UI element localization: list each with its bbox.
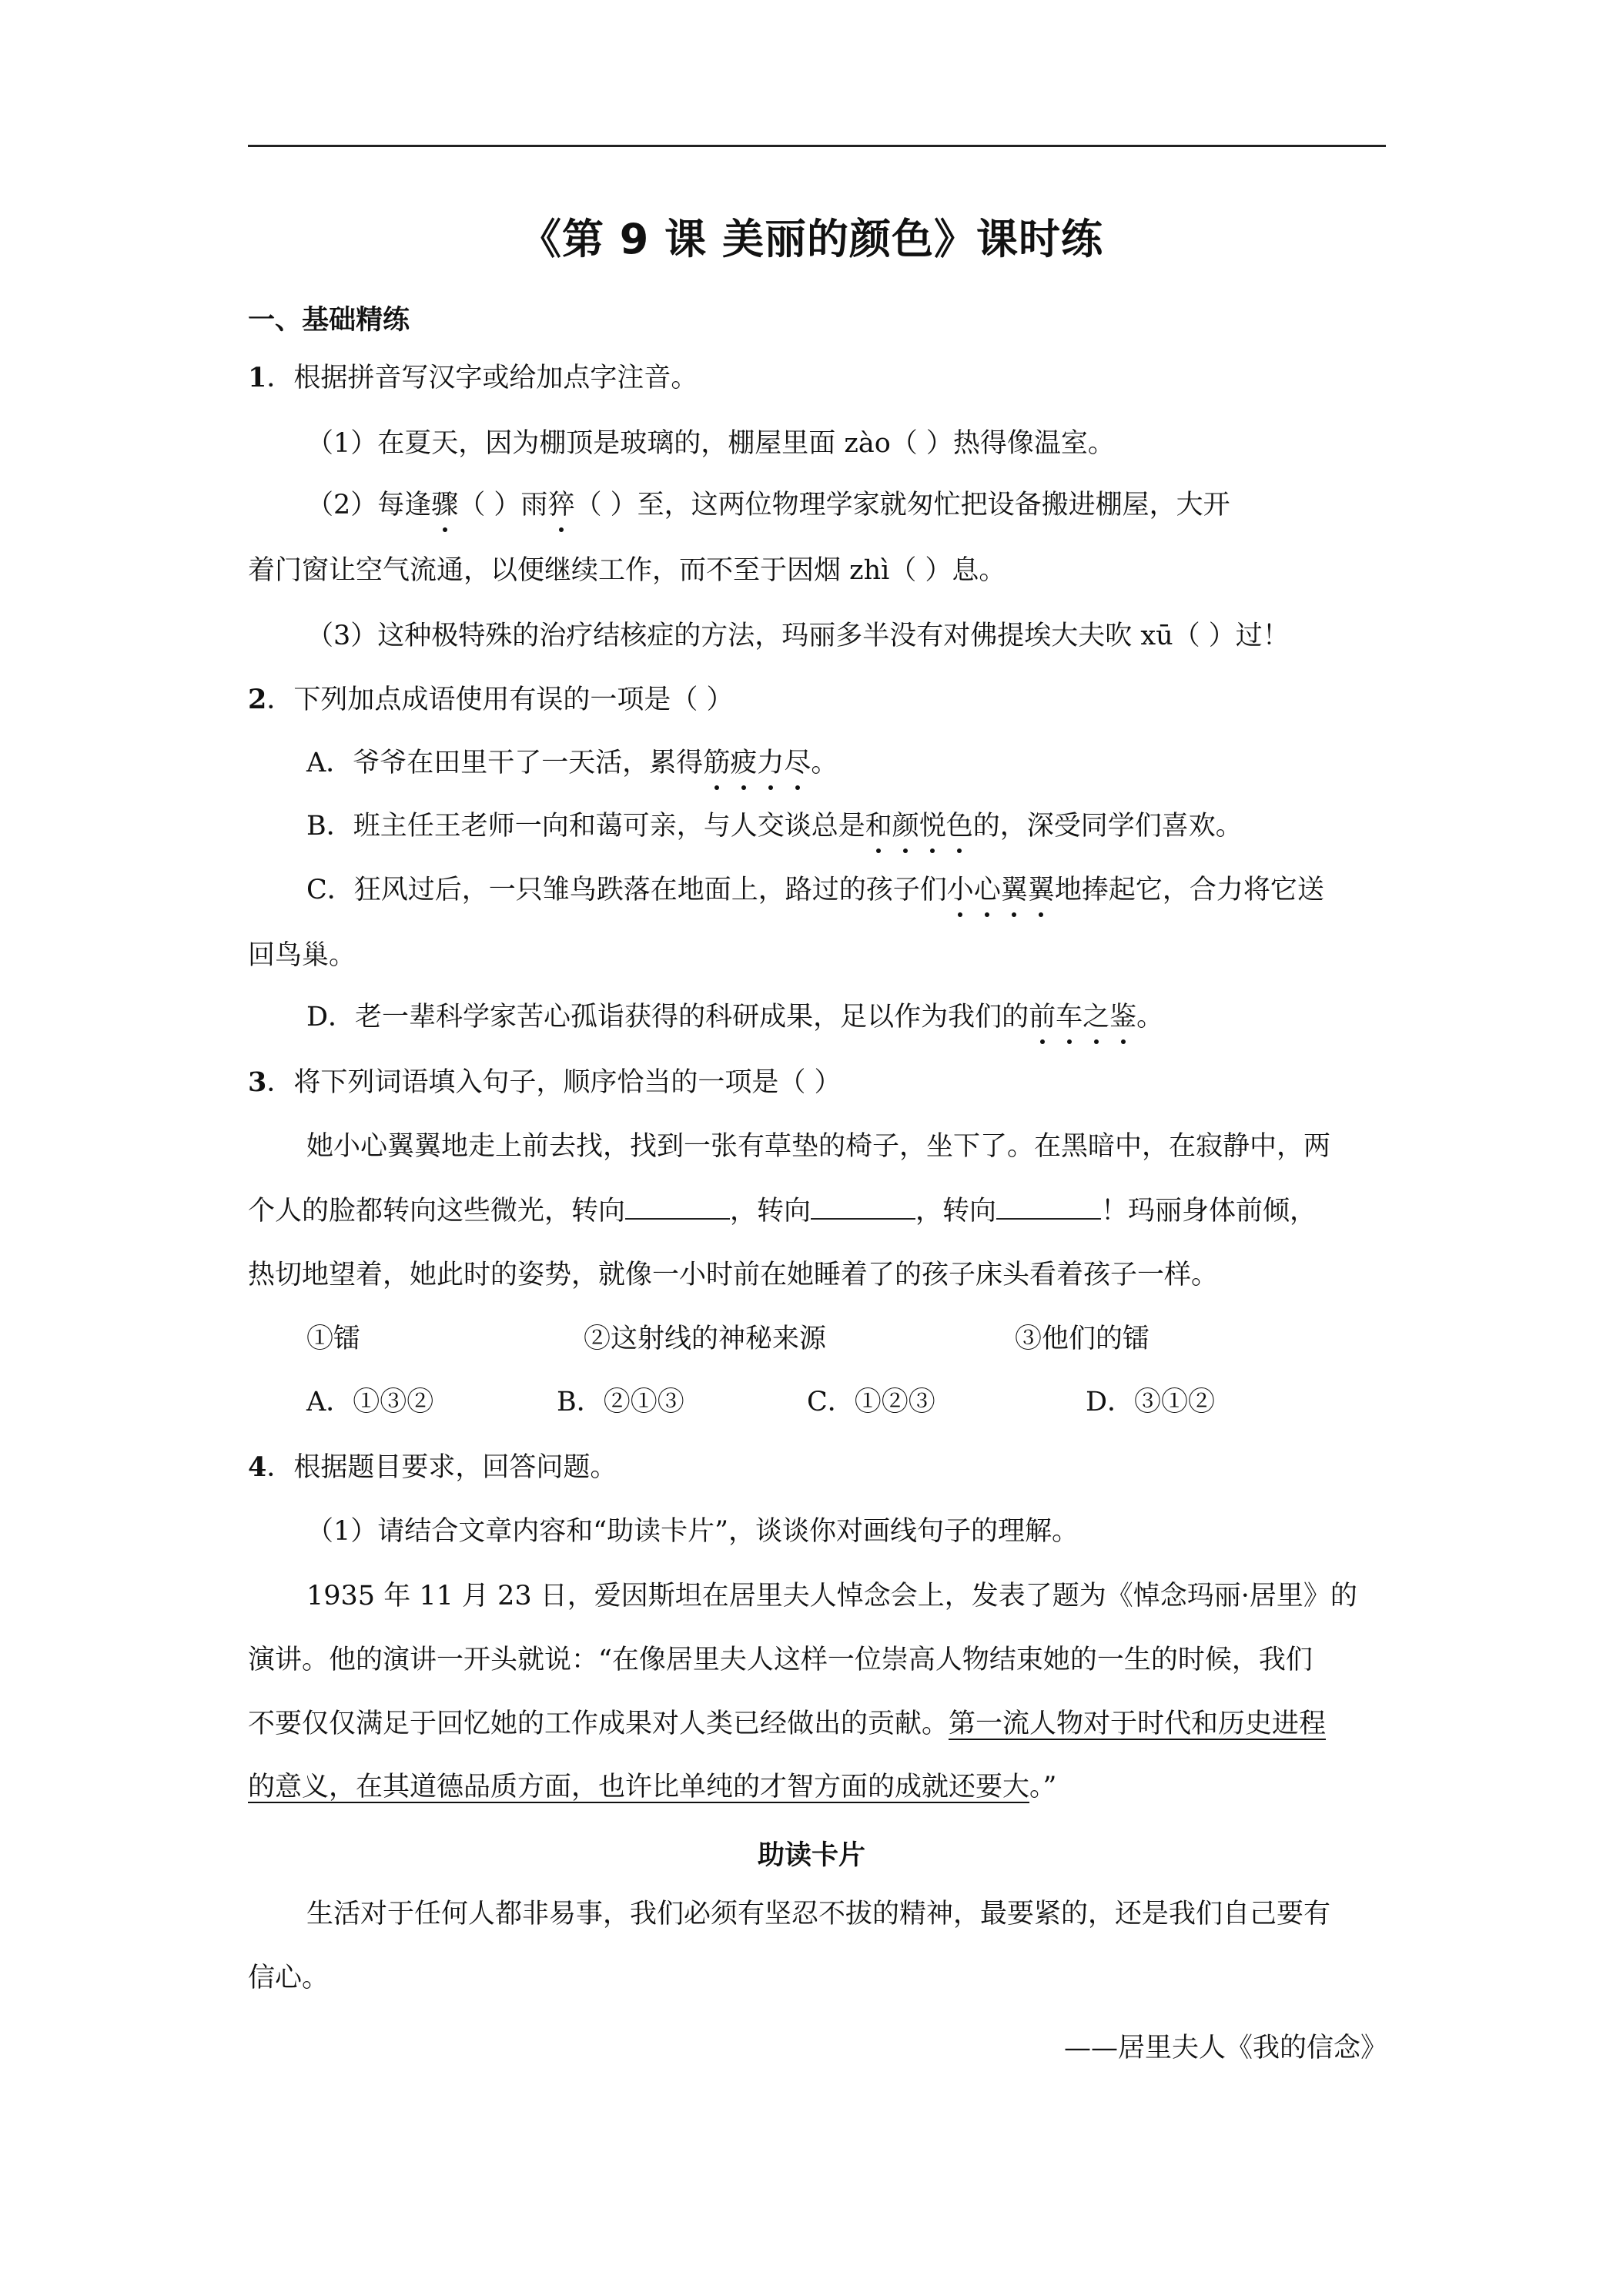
page-title: 《第 9 课 美丽的颜色》课时练 [520, 215, 1103, 263]
q3-option-b[interactable]: B．②①③ [557, 1387, 684, 1417]
q2-b-end: 的，深受同学们喜欢。 [972, 811, 1243, 842]
q4-p1: 1935 年 11 月 23 日，爱因斯坦在居里夫人悼念会上，发表了题为《悼念玛丽·居里》的 [306, 1581, 1357, 1612]
q2-d-text: D．老一辈科学家苦心孤诣获得的科研成果，足以作为我们的 [306, 1002, 1029, 1033]
q2-a-end: 。 [811, 748, 838, 778]
q4-number: 4 [248, 1451, 267, 1483]
q1-stem [248, 362, 1387, 394]
q4-passage-4 [248, 1771, 1387, 1803]
q1-item-3: （3）这种极特殊的治疗结核症的方法，玛丽多半没有对佛提埃大夫吹 xū（ ）过！ [306, 621, 1290, 651]
q4-underlined-sentence-2: 的意义，在其道德品质方面，也许比单纯的才智方面的成就还要大 [248, 1772, 1030, 1802]
q4-p2: 演讲。他的演讲一开头就说：“在像居里夫人这样一位崇高人物结束她的一生的时候，我们 [248, 1645, 1313, 1675]
dotted-char: 翼 [1000, 875, 1028, 905]
q3-blank-1[interactable] [625, 1195, 730, 1220]
dotted-char: 之 [1083, 1002, 1110, 1033]
q3-blank-2[interactable] [811, 1195, 915, 1220]
q2-stem [248, 684, 1387, 716]
q1-item-2-line1 [306, 489, 1387, 521]
q1-item-2-c: （ ）至，这两位物理学家就匆忙把设备搬进棚屋，大开 [574, 490, 1230, 520]
q2-c-end: 地捧起它，合力将它送 [1054, 875, 1324, 905]
q2-c-text: C．狂风过后，一只雏鸟跌落在地面上，路过的孩子们 [306, 875, 947, 905]
q3-p2b: ，转向 [730, 1196, 812, 1227]
q3-p2d: ！玛丽身体前倾， [1101, 1196, 1317, 1227]
q4-stem [248, 1451, 1387, 1484]
q1-dotted-char-1: 骤 [431, 490, 459, 520]
q1-item-2-line2: 着门窗让空气流通，以便继续工作，而不至于因烟 zhì（ ）息。 [248, 555, 1006, 586]
q3-passage-3: 热切地望着，她此时的姿势，就像一小时前在她睡着了的孩子床头看着孩子一样。 [248, 1260, 1219, 1290]
q2-option-b [306, 810, 1387, 842]
dotted-char: 心 [973, 875, 1001, 905]
q3-passage-1: 她小心翼翼地走上前去找，找到一张有草垫的椅子，坐下了。在黑暗中，在寂静中，两 [306, 1131, 1331, 1162]
dotted-char: 力 [757, 748, 785, 778]
q1-item-2-b: （ ）雨 [458, 490, 548, 520]
dotted-char: 悦 [919, 811, 946, 842]
q3-number: 3 [248, 1066, 267, 1098]
q1-item-1: （1）在夏天，因为棚顶是玻璃的，棚屋里面 zào（ ）热得像温室。 [306, 428, 1115, 459]
reading-card-source: ——居里夫人《我的信念》 [1063, 2033, 1387, 2063]
q2-option-c-cont: 回鸟巢。 [248, 940, 356, 971]
q4-p3a: 不要仅仅满足于回忆她的工作成果对人类已经做出的贡献。 [248, 1709, 949, 1739]
q2-number: 2 [248, 684, 267, 715]
q3-option-d[interactable]: D．③①② [1086, 1387, 1216, 1417]
q1-item-2-a: （2）每逢 [306, 490, 432, 520]
reading-card-text-1 [306, 1898, 1387, 1930]
dotted-char: 筋 [703, 748, 731, 778]
reading-card-text-2: 信心。 [248, 1963, 330, 1993]
dotted-char: 色 [945, 811, 973, 842]
q3-word-list [306, 1323, 1387, 1355]
q2-stem-text: ．下列加点成语使用有误的一项是（ ） [266, 684, 734, 715]
q2-b-text: B．班主任王老师一向和蔼可亲，与人交谈总是 [306, 811, 865, 842]
q3-option-a[interactable]: A．①③② [306, 1387, 434, 1417]
q1-dotted-char-2: 猝 [547, 490, 575, 520]
q3-options [306, 1386, 1387, 1418]
q2-d-end: 。 [1136, 1002, 1164, 1033]
q2-option-a [306, 747, 1387, 779]
q3-stem-text: ．将下列词语填入句子，顺序恰当的一项是（ ） [266, 1067, 842, 1098]
dotted-char: 翼 [1027, 875, 1055, 905]
dotted-char: 车 [1056, 1002, 1083, 1033]
dotted-char: 和 [865, 811, 892, 842]
dotted-char: 前 [1029, 1002, 1056, 1033]
header-rule [248, 145, 1386, 147]
q4-p4b: 。” [1029, 1772, 1057, 1802]
dotted-char: 小 [946, 875, 974, 905]
q3-p2c: ，转向 [915, 1196, 997, 1227]
q4-sub-1: （1）请结合文章内容和“助读卡片”，谈谈你对画线句子的理解。 [306, 1516, 1079, 1547]
card-text-1: 生活对于任何人都非易事，我们必须有坚忍不拔的精神，最要紧的，还是我们自己要有 [306, 1899, 1331, 1930]
q1-number: 1 [248, 362, 267, 393]
q3-blank-3[interactable] [996, 1195, 1101, 1220]
q4-passage-2 [248, 1644, 1387, 1676]
q3-word-3: ③他们的镭 [1015, 1324, 1150, 1354]
q2-option-c [306, 874, 1387, 906]
q3-word-1: ①镭 [306, 1324, 361, 1354]
reading-card-title: 助读卡片 [757, 1840, 865, 1871]
section-heading-basic: 一、基础精练 [248, 305, 410, 336]
q2-a-text: A．爷爷在田里干了一天活，累得 [306, 748, 704, 778]
q3-passage-2 [248, 1195, 1387, 1227]
q4-stem-text: ．根据题目要求，回答问题。 [266, 1452, 617, 1483]
q3-word-2: ②这射线的神秘来源 [584, 1324, 827, 1354]
q4-underlined-sentence-1: 第一流人物对于时代和历史进程 [949, 1709, 1327, 1739]
q4-passage-1 [306, 1580, 1387, 1612]
dotted-char: 颜 [892, 811, 919, 842]
q4-passage-3 [248, 1708, 1387, 1740]
dotted-char: 疲 [730, 748, 758, 778]
q3-stem [248, 1066, 1387, 1099]
q3-p2a: 个人的脸都转向这些微光，转向 [248, 1196, 626, 1227]
dotted-char: 尽 [784, 748, 812, 778]
dotted-char: 鉴 [1109, 1002, 1137, 1033]
q1-stem-text: ．根据拼音写汉字或给加点字注音。 [266, 363, 698, 393]
q3-option-c[interactable]: C．①②③ [807, 1387, 935, 1417]
q2-option-d [306, 1001, 1387, 1033]
